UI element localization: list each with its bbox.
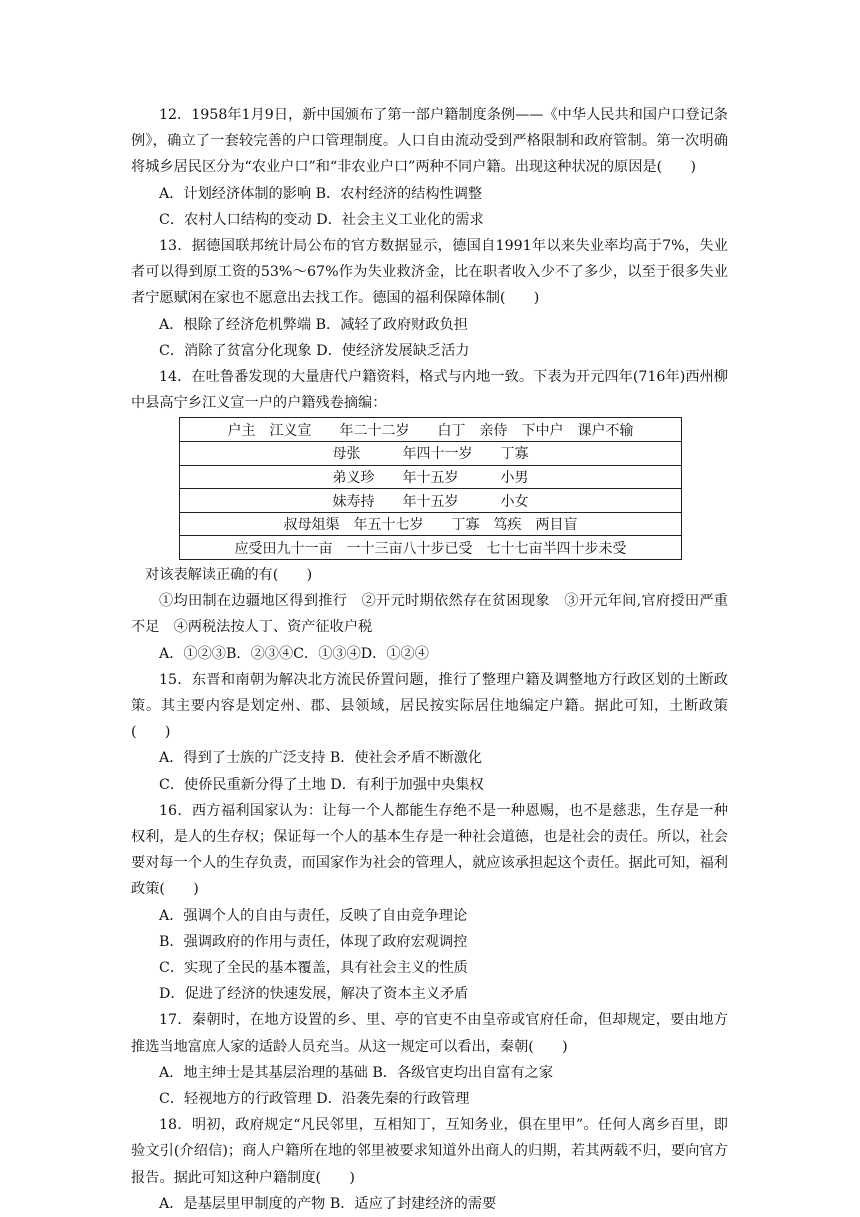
question-option: A．得到了士族的广泛支持 B．使社会矛盾不断激化 [159,750,483,767]
table-row [180,512,682,536]
table-row [180,442,682,466]
table-cell: 妹寿持 年十五岁 小女 [180,489,682,513]
question-option: A．根除了经济危机弊端 B．减轻了政府财政负担 [159,316,468,333]
question-prompt: 对该表解读正确的有( ) [145,567,313,583]
table-row [180,418,682,442]
question-14 [131,364,728,667]
question-option: C．消除了贫富分化现象 D．使经济发展缺乏活力 [159,342,470,359]
question-17 [131,1007,728,1112]
question-option: C．实现了全民的基本覆盖，具有社会主义的性质 [159,960,468,977]
question-list [131,102,728,1217]
question-16 [131,798,728,1008]
household-register-table [179,417,682,560]
question-stem: 14．在吐鲁番发现的大量唐代户籍资料，格式与内地一致。下表为开元四年(716年)西州柳中县高宁乡江义宣一户的户籍残卷摘编： [131,369,728,412]
table-cell: 弟义珍 年十五岁 小男 [180,465,682,489]
question-option: A．强调个人的自由与责任，反映了自由竞争理论 [159,907,468,924]
question-option: C．农村人口结构的变动 D．社会主义工业化的需求 [159,211,484,228]
table-row [180,465,682,489]
question-option: A．是基层里甲制度的产物 B．适应了封建经济的需要 [159,1195,497,1212]
table-cell: 应受田九十一亩 一十三亩八十步已受 七十七亩半四十步未受 [180,536,682,560]
question-option: A．①②③B．②③④C．①③④D．①②④ [159,645,429,662]
question-stem: 18．明初，政府规定“凡民邻里，互相知丁，互知务业，俱在里甲”。任何人离乡百里，即验文引(介绍信)；商人户籍所在地的邻里被要求知道外出商人的归期，若其两载不归，要向官方报告。据此可知这种户籍制度( ) [131,1117,728,1186]
question-option: C．使侨民重新分得了土地 D．有利于加强中央集权 [159,776,484,793]
table-cell: 户主 江义宣 年二十二岁 白丁 亲侍 下中户 课户不输 [180,418,682,442]
question-option: A．计划经济体制的影响 B．农村经济的结构性调整 [159,185,483,202]
question-stem: 16．西方福利国家认为：让每一个人都能生存绝不是一种恩赐，也不是慈悲，生存是一种权利，是人的生存权；保证每一个人的基本生存是一种社会道德，也是社会的责任。所以，社会要对每一个人的生存负责，而国家作为社会的管理人，就应该承担起这个责任。据此可知，福利政策( ) [131,802,728,898]
question-stem: 15．东晋和南朝为解决北方流民侨置问题，推行了整理户籍及调整地方行政区划的土断政策。其主要内容是划定州、郡、县领域，居民按实际居住地编定户籍。据此可知，土断政策( ) [131,671,728,741]
table-row [180,536,682,560]
question-option: A．地主绅士是其基层治理的基础 B．各级官吏均出自富有之家 [159,1064,554,1081]
question-statements: ①均田制在边疆地区得到推行 ②开元时期依然存在贫困现象 ③开元年间,官府授田严重不足 ④两税法按人丁、资产征收户税 [131,593,728,636]
question-12 [131,102,728,233]
question-option: D．促进了经济的快速发展，解决了资本主义矛盾 [159,986,469,1003]
table-cell: 叔母俎渠 年五十七岁 丁寡 笃疾 两目盲 [180,512,682,536]
question-18 [131,1112,728,1217]
question-13 [131,233,728,364]
question-option: C．轻视地方的行政管理 D．沿袭先秦的行政管理 [159,1091,470,1108]
question-stem: 13．据德国联邦统计局公布的官方数据显示，德国自1991年以来失业率均高于7%，失业者可以得到原工资的53%～67%作为失业救济金，比在职者收入少不了多少，以至于很多失业者宁愿赋闲在家也不愿意出去找工作。德国的福利保障体制( ) [131,238,728,307]
table-cell: 母张 年四十一岁 丁寡 [180,442,682,466]
question-stem: 17．秦朝时，在地方设置的乡、里、亭的官吏不由皇帝或官府任命，但却规定，要由地方推选当地富庶人家的适龄人员充当。从这一规定可以看出，秦朝( ) [131,1012,728,1055]
question-option: B．强调政府的作用与责任，体现了政府宏观调控 [159,933,468,950]
table-row [180,489,682,513]
question-15 [131,667,728,798]
question-stem: 12．1958年1月9日，新中国颁布了第一部户籍制度条例——《中华人民共和国户口登记条例》，确立了一套较完善的户口管理制度。人口自由流动受到严格限制和政府管制。第一次明确将城乡居民区分为“农业户口”和“非农业户口”两种不同户籍。出现这种状况的原因是( ) [131,107,728,176]
